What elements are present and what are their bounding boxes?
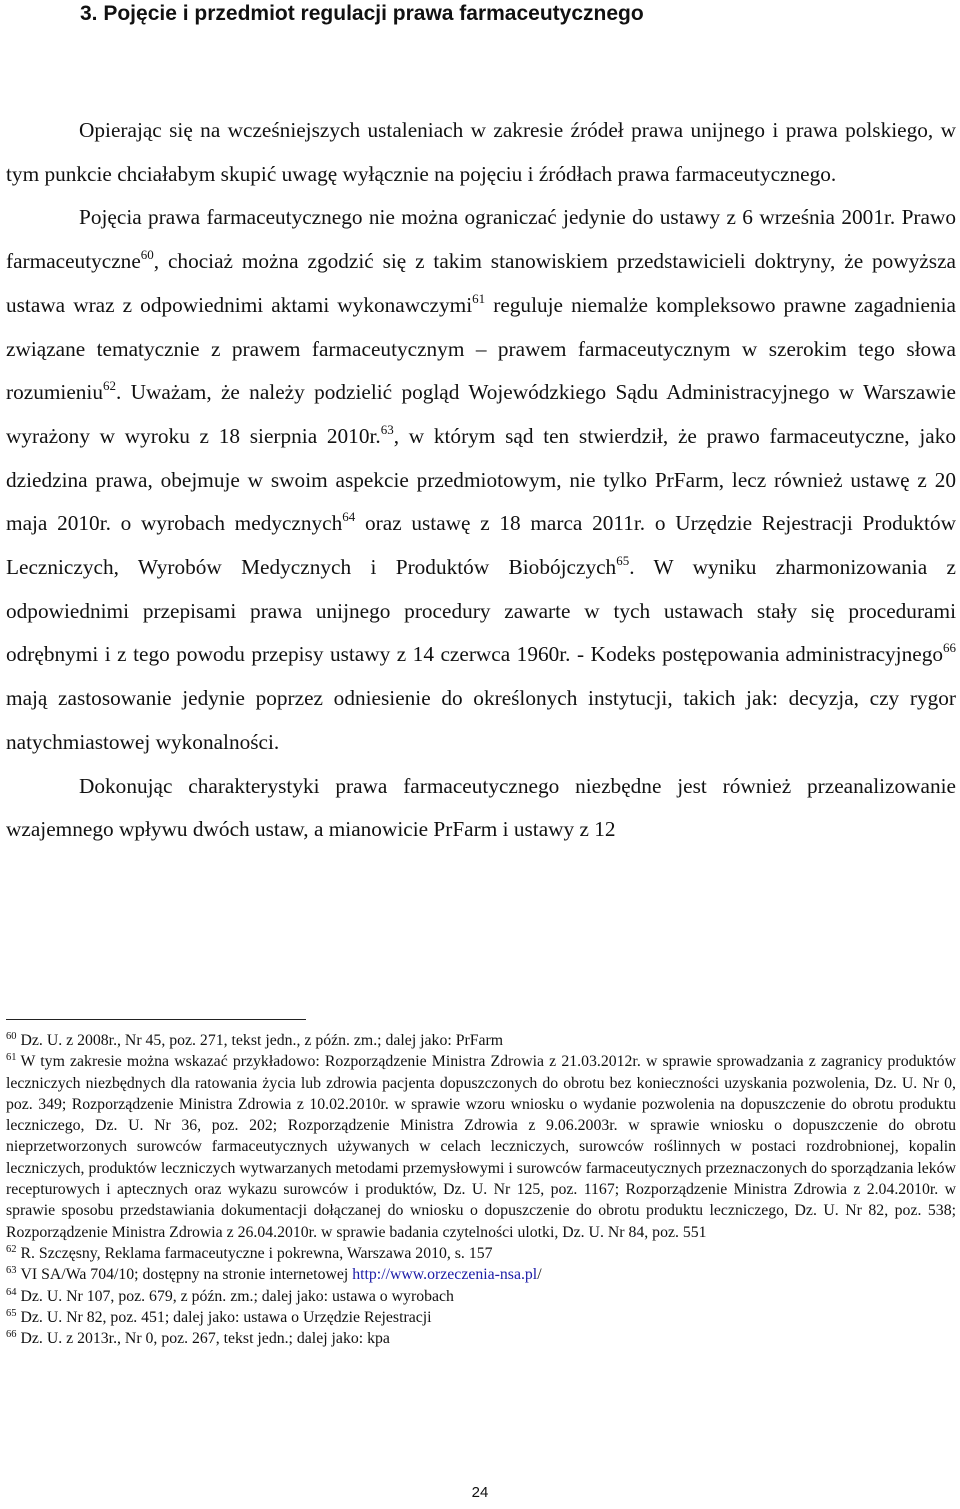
paragraph-1 [6, 109, 956, 196]
sentence: reguluje niemalże kompleksowo prawne zagadnienia związane tematycznie z prawem farmaceutycznym – prawem farmaceutycznym w szerokim tego słowa rozumieniu [6, 292, 956, 405]
footnote-number: 65 [6, 1307, 17, 1319]
footnote-63 [6, 1264, 956, 1285]
footnote-text: R. Szczęsny, Reklama farmaceutyczne i pokrewna, Warszawa 2010, s. 157 [20, 1244, 493, 1262]
footnote-62 [6, 1243, 956, 1264]
sentence: . W wyniku zharmonizowania z odpowiednimi przepisami prawa unijnego procedury zawarte w tych ustawach stały się procedurami odrębnymi i z tego powodu przepisy ustawy z 14 czerwca 1960r. - Kodeks postępowania administracyjnego [6, 555, 956, 667]
footnote-link[interactable]: http://www.orzeczenia-nsa.pl [352, 1266, 538, 1284]
body-text [6, 109, 956, 852]
sentence: . Uważam, że należy podzielić pogląd Wojewódzkiego Sądu Administracyjnego w Warszawie wyrażony w wyroku z 18 sierpnia 2010r. [6, 380, 956, 448]
footnote-ref-60[interactable]: 60 [140, 247, 154, 263]
page-number: 24 [471, 1484, 489, 1501]
sentence: , chociaż można zgodzić się z takim stanowiskiem przedstawicieli doktryny, że powyższa ustawa wraz z odpowiednimi aktami wykonawczymi [6, 249, 956, 317]
footnote-text: W tym zakresie można wskazać przykładowo: Rozporządzenie Ministra Zdrowia z 21.03.2012r. w sprawie sprowadzania z zagranicy produktów leczniczych niezbędnych dla ratowania życia lub zdrowia pacjenta dopuszczonych do obrotu bez konieczności uzyskania pozwolenia, Dz. U. Nr 0, poz. 349; Rozporządzenie Ministra Zdrowia z 10.02.2010r. w sprawie wzoru wniosku o wydanie pozwolenia na dopuszczenie do obrotu produktu leczniczego, Dz. U. Nr 36, poz. 202; Rozporządzenie Ministra Zdrowia z 9.06.2003r. w sprawie wniosku o dopuszczenie do obrotu nieprzetworzonych surowców farmaceutycznych używanych w celach leczniczych, surowców roślinnych w postaci rozdrobnionej, kopalin leczniczych, produktów leczniczych wytwarzanych metodami przemysłowymi i surowców farmaceutycznych przeznaczonych do sporządzania leków recepturowych i aptecznych oraz wykazu surowców i produktów, Dz. U. Nr 125, poz. 1167; Rozporządzenie Ministra Zdrowia z 2.04.2010r. w sprawie sposobu przedstawiania dokumentacji dołączanej do wniosku o dopuszczenie do obrotu produktu leczniczego, Dz. U. Nr 82, poz. 538; Rozporządzenie Ministra Zdrowia z 26.04.2010r. w sprawie badania czytelności ulotki, Dz. U. Nr 84, poz. 551 [6, 1053, 956, 1241]
sentence: Opierając się na wcześniejszych ustaleniach w zakresie źródeł prawa unijnego i prawa polskiego, w tym punkcie chciałabym skupić uwagę wyłącznie na pojęciu i źródłach prawa farmaceutycznego. [6, 118, 956, 186]
footnote-65 [6, 1307, 956, 1328]
footnote-64 [6, 1286, 956, 1307]
sentence: Pojęcia prawa farmaceutycznego nie można ograniczać jedynie do ustawy z 6 września 2001r. Prawo farmaceutyczne [6, 205, 956, 274]
sentence: , w którym sąd ten stwierdził, że prawo farmaceutyczne, jako dziedzina prawa, obejmuje w swoim aspekcie przedmiotowym, nie tylko PrFarm, lecz również ustawę z 20 maja 2010r. o wyrobach medycznych [6, 423, 956, 536]
sentence: mają zastosowanie jedynie poprzez odniesienie do określonych instytucji, takich jak: decyzja, czy rygor natychmiastowej wykonalności. [6, 686, 956, 754]
footnote-text: VI SA/Wa 704/10; dostępny na stronie internetowej [20, 1266, 353, 1284]
footnote-ref-64[interactable]: 64 [342, 509, 356, 525]
footnote-60 [6, 1030, 956, 1051]
footnote-number: 61 [6, 1052, 17, 1064]
footnote-66 [6, 1328, 956, 1349]
footnote-number: 60 [6, 1031, 17, 1042]
footnote-text: Dz. U. z 2008r., Nr 45, poz. 271, tekst jedn., z późn. zm.; dalej jako: PrFarm [20, 1032, 504, 1049]
sentence: oraz ustawę z 18 marca 2011r. o Urzędzie Rejestracji Produktów Leczniczych, Wyrobów Medycznych i Produktów Biobójczych [6, 511, 956, 580]
section-heading: 3. Pojęcie i przedmiot regulacji prawa farmaceutycznego [80, 2, 644, 25]
footnote-text-after: / [537, 1266, 542, 1284]
footnote-number: 64 [6, 1286, 17, 1298]
paragraph-2 [6, 196, 956, 764]
footnote-number: 63 [6, 1265, 17, 1277]
footnote-ref-61[interactable]: 61 [472, 290, 486, 306]
paragraph-3: Dokonując charakterystyki prawa farmaceutycznego niezbędne jest również przeanalizowanie wzajemnego wpływu dwóch ustaw, a mianowicie PrFarm i ustawy z 12 [6, 773, 956, 842]
footnote-separator [6, 1019, 306, 1020]
footnote-text: Dz. U. Nr 82, poz. 451; dalej jako: ustawa o Urzędzie Rejestracji [20, 1308, 432, 1326]
footnote-number: 62 [6, 1243, 17, 1255]
footnote-ref-65[interactable]: 65 [616, 553, 630, 569]
footnote-ref-63[interactable]: 63 [380, 421, 394, 437]
footnote-ref-62[interactable]: 62 [103, 378, 116, 394]
footnotes [6, 1030, 956, 1349]
footnote-text: Dz. U. z 2013r., Nr 0, poz. 267, tekst jedn.; dalej jako: kpa [20, 1330, 390, 1348]
footnote-text: Dz. U. Nr 107, poz. 679, z późn. zm.; dalej jako: ustawa o wyrobach [20, 1287, 454, 1305]
footnote-61 [6, 1051, 956, 1243]
footnote-ref-66[interactable]: 66 [943, 640, 956, 656]
footnote-number: 66 [6, 1329, 17, 1341]
